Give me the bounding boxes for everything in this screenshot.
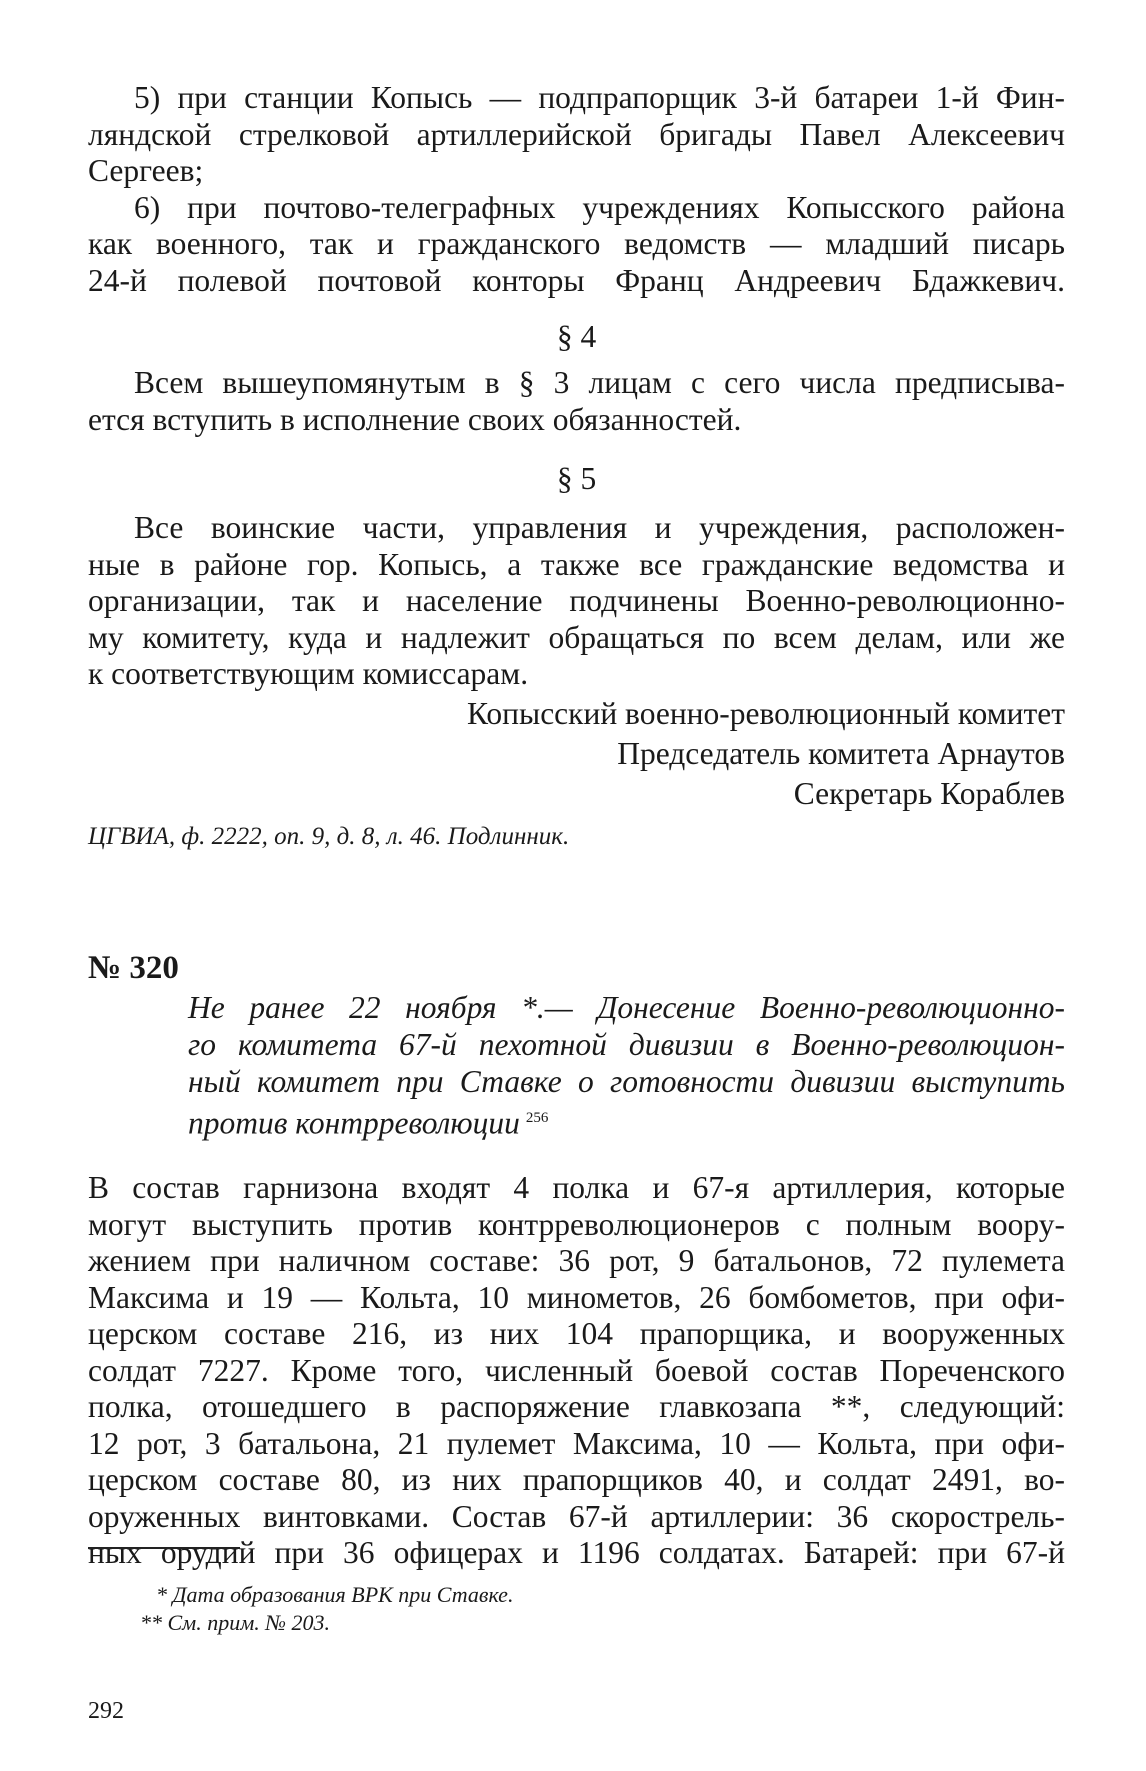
archive-source: ЦГВИА, ф. 2222, оп. 9, д. 8, л. 46. Подлинник.: [88, 823, 570, 850]
page-number: 292: [88, 1698, 124, 1724]
text-line: В состав гарнизона входят 4 полка и 67-я артиллерия, которые: [88, 1170, 1065, 1205]
text-line: могут выступить против контрреволюционеров с полным воору-: [88, 1206, 1065, 1242]
text-line: му комитету, куда и надлежит обращаться по всем делам, или же: [88, 619, 1065, 655]
signature-block: [88, 694, 1065, 814]
text-line: церском составе 216, из них 104 прапорщика, и вооруженных: [88, 1316, 1065, 1351]
text-line: ляндской стрелковой артиллерийской бригады Павел Алексеевич: [88, 116, 1065, 152]
footnote-2: ** См. прим. № 203.: [140, 1610, 330, 1635]
secretary-signature: Секретарь Кораблев: [793, 776, 1065, 811]
text-line: Максима и 19 — Кольта, 10 минометов, 26 бомбометов, при офи-: [88, 1279, 1065, 1315]
chairman-signature: Председатель комитета Арнаутов: [617, 736, 1065, 771]
section-4-mark: § 4: [556, 319, 597, 354]
heading-line: [188, 1100, 1065, 1141]
document-number: № 320: [88, 950, 179, 986]
document-body: [88, 1170, 1065, 1572]
text-line: как военного, так и гражданского ведомств — младший писарь: [88, 226, 1065, 261]
endnote-marker: 256: [525, 1110, 549, 1126]
footnote-1: * Дата образования ВРК при Ставке.: [156, 1582, 514, 1607]
text-line: организации, так и население подчинены Военно-революционно-: [88, 583, 1065, 618]
footnote-rule: [88, 1547, 240, 1549]
heading-line: ный комитет при Ставке о готовности дивизии выступить: [188, 1064, 1065, 1099]
section-5-mark: § 5: [556, 461, 597, 496]
document-heading: [188, 989, 1065, 1141]
text-line: ется вступить в исполнение своих обязанностей.: [88, 401, 742, 437]
text-line: оруженных винтовками. Состав 67-й артиллерии: 36 скорострель-: [88, 1498, 1065, 1534]
text-line: 24-й полевой почтовой конторы Франц Андреевич Бдажкевич.: [88, 262, 1065, 298]
text-line: 6) при почтово-телеграфных учреждениях Копысского района: [134, 189, 1065, 225]
text-line: 12 рот, 3 батальона, 21 пулемет Максима, 10 — Кольта, при офи-: [88, 1425, 1065, 1461]
text-line: к соответствующим комиссарам.: [88, 656, 529, 691]
heading-line: го комитета 67-й пехотной дивизии в Военно-революцион-: [188, 1027, 1065, 1062]
committee-name: Копысский военно-революционный комитет: [466, 696, 1065, 731]
heading-line-text: против контрреволюции: [188, 1105, 520, 1141]
text-line: 5) при станции Копысь — подпрапорщик 3-й батареи 1-й Фин-: [134, 80, 1065, 115]
section-5-text: [88, 510, 1065, 693]
text-line: церском составе 80, из них прапорщиков 40, и солдат 2491, во-: [88, 1462, 1065, 1497]
text-line: ные в районе гор. Копысь, а также все гражданские ведомства и: [88, 546, 1065, 582]
text-line: Все воинские части, управления и учреждения, расположен-: [134, 510, 1065, 545]
text-line: жением при наличном составе: 36 рот, 9 батальонов, 72 пулемета: [88, 1243, 1065, 1278]
text-line: солдат 7227. Кроме того, численный боевой состав Пореченского: [88, 1352, 1065, 1388]
text-line: Сергеев;: [88, 153, 204, 188]
text-line: полка, отошедшего в распоряжение главкозапа **, следующий:: [88, 1389, 1065, 1424]
text-line: ных орудий при 36 офицерах и 1196 солдатах. Батарей: при 67-й: [88, 1535, 1065, 1570]
text-line: Всем вышеупомянутым в § 3 лицам с сего числа предписыва-: [134, 365, 1065, 400]
continuation-block: [88, 80, 1065, 299]
section-4-text: [88, 365, 1065, 438]
heading-line: Не ранее 22 ноября *.— Донесение Военно-революционно-: [188, 990, 1065, 1025]
